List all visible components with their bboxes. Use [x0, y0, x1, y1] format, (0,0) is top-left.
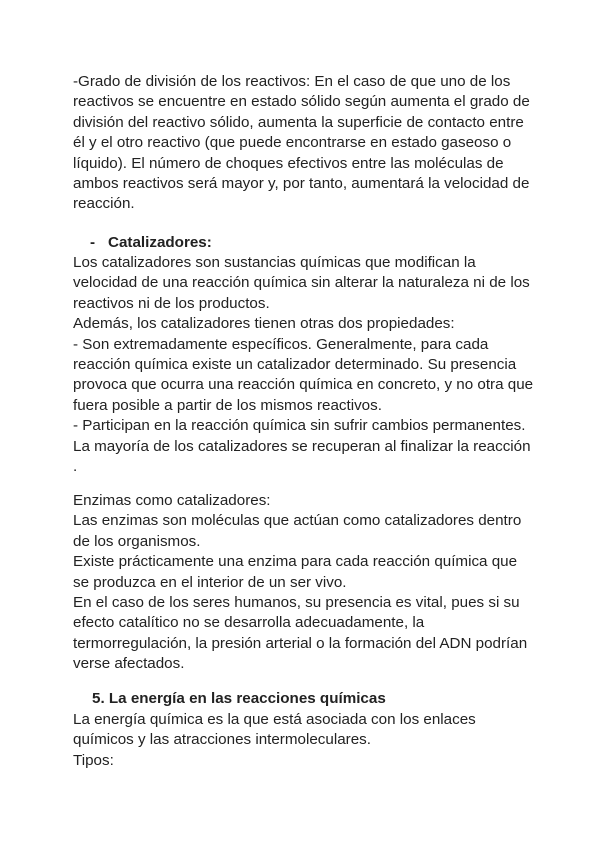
enzimas-title: Enzimas como catalizadores: — [73, 492, 271, 509]
enzimas-paragraph-2: Existe prácticamente una enzima para cada reacción química que se produzca en el interior de un ser vivo. — [73, 553, 518, 591]
catalizadores-property-2: - Participan en la reacción química sin sufrir cambios permanentes. La mayoría de los catalizadores se recuperan al finalizar la reacción . — [73, 417, 531, 476]
catalizadores-heading-text: Catalizadores: — [108, 234, 212, 251]
enzimas-section — [73, 491, 535, 675]
energia-tipos: Tipos: — [73, 751, 114, 769]
bullet-dash: - — [90, 234, 96, 251]
energia-paragraph: La energía química es la que está asociada con los enlaces químicos y las atracciones intermoleculares. — [73, 711, 476, 749]
energia-heading: 5. La energía en las reacciones químicas — [92, 690, 386, 707]
catalizadores-property-1: - Son extremadamente específicos. Generalmente, para cada reacción química existe un catalizador determinado. Su presencia provoca que ocurra una reacción química en concreto, y no otra que fuera posible a partir de los mismos reactivos. — [73, 335, 534, 414]
enzimas-paragraph-1: Las enzimas son moléculas que actúan como catalizadores dentro de los organismos. — [73, 512, 522, 550]
catalizadores-intro: Los catalizadores son sustancias químicas que modifican la velocidad de una reacción química sin alterar la naturaleza ni de los reactivos ni de los productos. — [73, 254, 530, 312]
catalizadores-section — [73, 253, 535, 477]
energia-section — [73, 710, 535, 771]
division-reactivos-section — [73, 72, 535, 215]
catalizadores-heading — [90, 233, 212, 253]
catalizadores-properties-intro: Además, los catalizadores tienen otras dos propiedades: — [73, 315, 455, 333]
division-reactivos-paragraph: -Grado de división de los reactivos: En el caso de que uno de los reactivos se encuentre en estado sólido según aumenta el grado de división del reactivo sólido, aumenta la superficie de contacto entre él y el otro reactivo (que puede encontrarse en estado gaseoso o líquido). El número de choques efectivos entre las moléculas de ambos reactivos será mayor y, por tanto, aumentará la velocidad de reacción. — [73, 73, 530, 213]
enzimas-paragraph-3: En el caso de los seres humanos, su presencia es vital, pues si su efecto catalítico no se desarrolla adecuadamente, la termorregulación, la presión arterial o la formación del ADN podrían verse afectados. — [73, 594, 528, 673]
